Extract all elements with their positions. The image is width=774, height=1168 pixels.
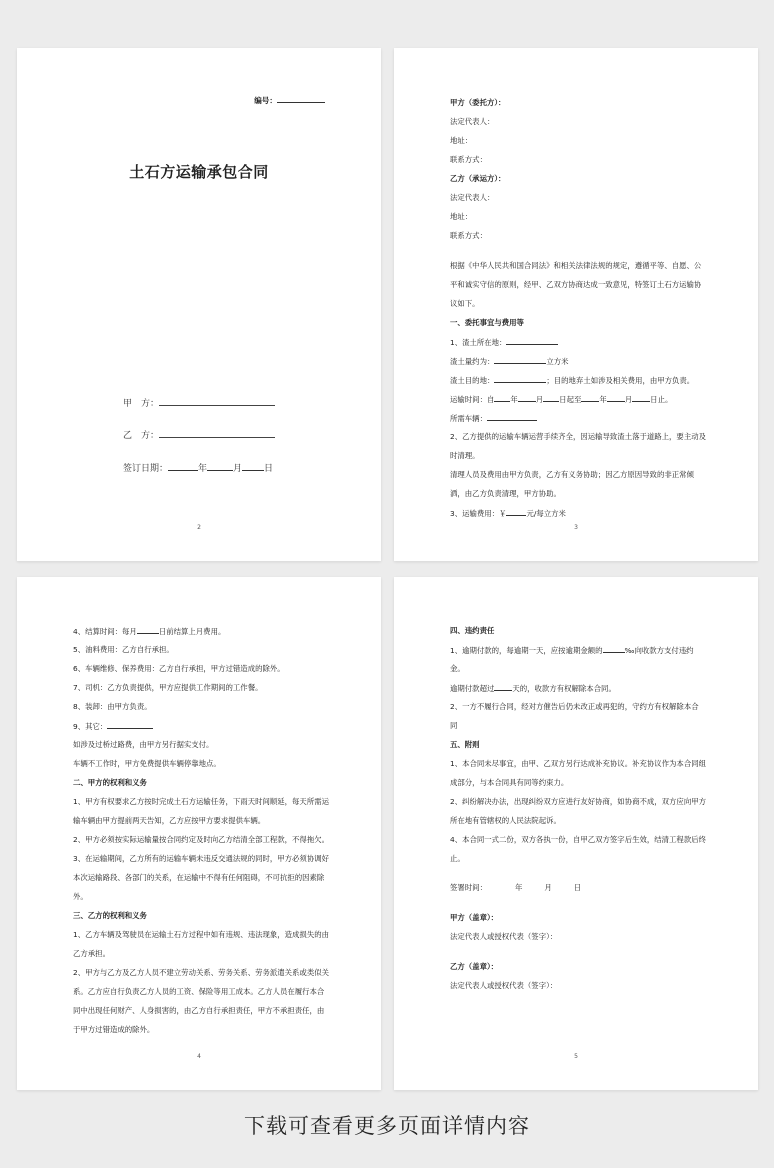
page-number: 4	[197, 1053, 201, 1060]
text-line: 法定代表人或授权代表（签字）：	[450, 932, 558, 941]
text-line: 地址：	[450, 136, 473, 145]
text-line: 1、渣土所在地：	[450, 338, 558, 346]
text-line: 车辆不工作时，甲方免费提供车辆停靠地点。	[73, 759, 221, 768]
text-line: 洒，由乙方负责清理，甲方协助。	[450, 489, 561, 498]
text-line: 9、其它：	[73, 722, 153, 730]
page-number: 2	[197, 524, 201, 531]
text-line: 本次运输路段、各部门的关系，在运输中不得有任何阻碍，不可抗拒的因素除	[73, 873, 325, 882]
text-line: 系。乙方应自行负责乙方人员的工资、保险等用工成本。乙方人员在履行本合	[73, 987, 325, 996]
text-line: 联系方式：	[450, 155, 487, 164]
text-line: 1、本合同未尽事宜，由甲、乙双方另行达成补充协议。补充协议作为本合同组	[450, 759, 706, 768]
sign-date-field: 签订日期： 年 月 日	[123, 464, 274, 474]
party-b-field: 乙 方：	[123, 429, 275, 441]
text-line: 同	[450, 721, 458, 730]
text-line: 清理人员及费用由甲方负责，乙方有义务协助；因乙方原因导致的非正常倾	[450, 470, 694, 479]
text-line: 3、在运输期间，乙方所有的运输车辆未违反交通法规的同时，甲方必须协调好	[73, 854, 329, 863]
text-line: 8、装卸：由甲方负责。	[73, 702, 152, 711]
text-line: 法定代表人：	[450, 193, 495, 202]
party-a-field: 甲 方：	[123, 397, 275, 409]
text-line: 输车辆由甲方提前两天告知，乙方应按甲方要求提供车辆。	[73, 816, 266, 825]
text-line: 7、司机：乙方负责提供，甲方应提供工作期间的工作餐。	[73, 683, 263, 692]
text-line: 渣土量约为： 立方米	[450, 357, 569, 366]
section-heading: 五、附则	[450, 740, 480, 749]
text-line: 1、甲方有权要求乙方按时完成土石方运输任务，下雨天时间顺延，每天所需运	[73, 797, 329, 806]
text-line: 3、运输费用：￥ 元/每立方米	[450, 509, 566, 518]
text-line: 2、甲方必须按实际运输量按合同约定及时向乙方结清全部工程款，不得拖欠。	[73, 835, 329, 844]
text-line: 外。	[73, 892, 88, 901]
text-line: 法定代表人：	[450, 117, 495, 126]
contract-title: 土石方运输承包合同	[129, 163, 269, 181]
signature-heading: 乙方（盖章）：	[450, 962, 499, 971]
text-line: 5、油料费用：乙方自行承担。	[73, 645, 174, 654]
section-heading: 三、乙方的权利和义务	[73, 911, 147, 920]
page-number: 3	[574, 524, 578, 531]
contract-number-label: 编号：	[254, 96, 325, 105]
text-line: 运输时间：自 年 月 日起至 年 月 日止。	[450, 395, 673, 404]
text-line: 2、甲方与乙方及乙方人员不建立劳动关系、劳务关系、劳务派遣关系或类似关	[73, 968, 329, 977]
section-heading: 二、甲方的权利和义务	[73, 778, 147, 787]
text-line: 地址：	[450, 212, 473, 221]
text-line: 法定代表人或授权代表（签字）：	[450, 981, 558, 990]
text-line: 平和诚实守信的原则，经甲、乙双方协商达成一致意见，特签订土石方运输协	[450, 280, 702, 289]
text-line: 1、乙方车辆及驾驶员在运输土石方过程中如有违规、违法现象，造成损失的由	[73, 930, 329, 939]
text-line: 议如下。	[450, 299, 480, 308]
text-line: 时清理。	[450, 451, 480, 460]
text-line: 如涉及过桥过路费，由甲方另行据实支付。	[73, 740, 214, 749]
signature-heading: 甲方（盖章）：	[450, 913, 499, 922]
contract-page-3	[394, 48, 758, 561]
contract-page-4	[17, 577, 381, 1090]
text-line: 甲方（委托方）：	[450, 98, 506, 107]
section-heading: 四、违约责任	[450, 626, 495, 635]
text-line: 金。	[450, 664, 465, 673]
contract-page-cover	[17, 48, 381, 561]
text-line: 逾期付款超过 天的，收款方有权解除本合同。	[450, 684, 616, 693]
text-line: 2、乙方提供的运输车辆运营手续齐全，因运输导致渣土落于道路上，要主动及	[450, 432, 706, 441]
section-heading: 一、委托事宜与费用等	[450, 318, 524, 327]
text-line: 4、结算时间：每月 日前结算上月费用。	[73, 627, 226, 636]
text-line: 2、纠纷解决办法，出现纠纷双方应进行友好协商，如协商不成，双方应向甲方	[450, 797, 706, 806]
text-line: 6、车辆维修、保养费用：乙方自行承担，甲方过错造成的除外。	[73, 664, 285, 673]
contract-page-5	[394, 577, 758, 1090]
text-line: 2、一方不履行合同，经对方催告后仍未改正或再犯的，守约方有权解除本合	[450, 702, 699, 711]
download-more-caption: 下载可查看更多页面详情内容	[244, 1114, 530, 1138]
text-line: 所在地有管辖权的人民法院起诉。	[450, 816, 561, 825]
text-line: 止。	[450, 854, 465, 863]
text-line: 联系方式：	[450, 231, 487, 240]
page-number: 5	[574, 1053, 578, 1060]
text-line: 所需车辆：	[450, 414, 537, 422]
text-line: 1、逾期付款的，每逾期一天，应按逾期金额的 ‰向收款方支付违约	[450, 646, 694, 655]
text-line: 乙方承担。	[73, 949, 110, 958]
text-line: 乙方（承运方）：	[450, 174, 506, 183]
text-line: 渣土目的地： ；目的地弃土如涉及相关费用，由甲方负责。	[450, 376, 695, 385]
text-line: 4、本合同一式二份，双方各执一份，自甲乙双方签字后生效，结清工程款后终	[450, 835, 706, 844]
text-line: 于甲方过错造成的除外。	[73, 1025, 155, 1034]
sign-time-line: 签署时间： 年 月 日	[450, 883, 582, 892]
text-line: 成部分，与本合同具有同等约束力。	[450, 778, 569, 787]
text-line: 同中出现任何财产、人身损害的，由乙方自行承担责任，甲方不承担责任，由	[73, 1006, 325, 1015]
text-line: 根据《中华人民共和国合同法》和相关法律法规的规定，遵循平等、自愿、公	[450, 261, 702, 270]
